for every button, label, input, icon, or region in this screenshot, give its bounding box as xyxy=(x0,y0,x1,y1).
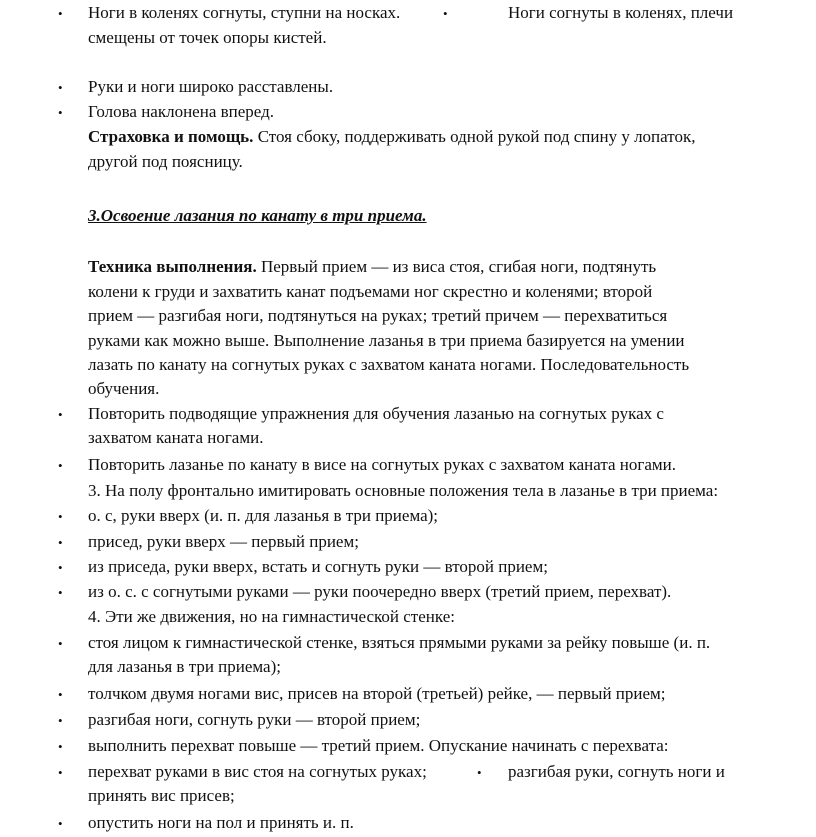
technique-label: Техника выполнения. xyxy=(88,257,257,276)
list-item: Руки и ноги широко расставлены. xyxy=(88,77,334,96)
list-item: разгибая ноги, согнуть руки — второй прием; xyxy=(88,710,421,729)
list-item-line: разгибая руки, согнуть ноги и xyxy=(508,762,725,781)
list-item: из приседа, руки вверх, встать и согнуть руки — второй прием; xyxy=(88,557,548,576)
bullet-icon: • xyxy=(58,535,63,550)
bullet-icon: • xyxy=(58,105,63,120)
technique-line: руками как можно выше. Выполнение лазанья в три приема базируется на умении xyxy=(88,331,685,350)
bullet-icon: • xyxy=(58,713,63,728)
bullet-icon: • xyxy=(58,509,63,524)
technique-line: прием — разгибая ноги, подтянуться на руках; третий причем — перехватиться xyxy=(88,306,668,325)
bullet-icon: • xyxy=(58,816,63,831)
bullet-icon: • xyxy=(58,765,63,780)
list-item: из о. с. с согнутыми руками — руки поочередно вверх (третий прием, перехват). xyxy=(88,582,672,601)
safety-label: Страховка и помощь. xyxy=(88,127,254,146)
technique-line: колени к груди и захватить канат подъемами ног скрестно и коленями; второй xyxy=(88,282,653,301)
bullet-icon: • xyxy=(58,560,63,575)
section-heading: 3.Освоение лазания по канату в три приема. xyxy=(88,206,427,225)
technique-line: лазать по канату на согнутых руках с захватом каната ногами. Последовательность xyxy=(88,355,690,374)
bullet-icon: • xyxy=(58,407,63,422)
list-item: выполнить перехват повыше — третий прием. Опускание начинать с перехвата: xyxy=(88,736,669,755)
technique-text: Первый прием — из виса стоя, сгибая ноги, подтянуть xyxy=(260,257,657,276)
safety-paragraph xyxy=(88,126,695,148)
technique-paragraph xyxy=(88,256,656,278)
technique-line: обучения. xyxy=(88,379,160,398)
bullet-icon: • xyxy=(58,6,63,21)
list-item: Повторить лазанье по канату в висе на согнутых руках с захватом каната ногами. xyxy=(88,455,676,474)
list-item-line: захватом каната ногами. xyxy=(88,428,264,447)
bullet-icon: • xyxy=(58,458,63,473)
bullet-icon: • xyxy=(58,585,63,600)
list-item: опустить ноги на пол и принять и. п. xyxy=(88,813,354,832)
bullet-icon: • xyxy=(58,687,63,702)
list-item-line: Ноги согнуты в коленях, плечи xyxy=(508,3,734,22)
list-item-line: смещены от точек опоры кистей. xyxy=(88,28,327,47)
bullet-icon: • xyxy=(58,80,63,95)
list-item-line: перехват руками в вис стоя на согнутых руках; xyxy=(88,762,427,781)
step-heading: 3. На полу фронтально имитировать основные положения тела в лазанье в три приема: xyxy=(88,481,719,500)
list-item-line: стоя лицом к гимнастической стенке, взяться прямыми руками за рейку повыше (и. п. xyxy=(88,633,711,652)
list-item: Голова наклонена вперед. xyxy=(88,102,275,121)
step-heading: 4. Эти же движения, но на гимнастической стенке: xyxy=(88,607,455,626)
list-item-line: принять вис присев; xyxy=(88,786,235,805)
bullet-icon: • xyxy=(443,6,448,21)
bullet-icon: • xyxy=(58,739,63,754)
list-item-line: Ноги в коленях согнуты, ступни на носках. xyxy=(88,3,401,22)
list-item-line: Повторить подводящие упражнения для обучения лазанью на согнутых руках с xyxy=(88,404,664,423)
list-item-line: для лазанья в три приема); xyxy=(88,657,281,676)
bullet-icon: • xyxy=(477,765,482,780)
list-item: о. с, руки вверх (и. п. для лазанья в три приема); xyxy=(88,506,439,525)
bullet-icon: • xyxy=(58,636,63,651)
safety-text-line: другой под поясницу. xyxy=(88,152,243,171)
safety-text: Стоя сбоку, поддерживать одной рукой под спину у лопаток, xyxy=(257,127,696,146)
list-item: присед, руки вверх — первый прием; xyxy=(88,532,359,551)
list-item: толчком двумя ногами вис, присев на второй (третьей) рейке, — первый прием; xyxy=(88,684,666,703)
